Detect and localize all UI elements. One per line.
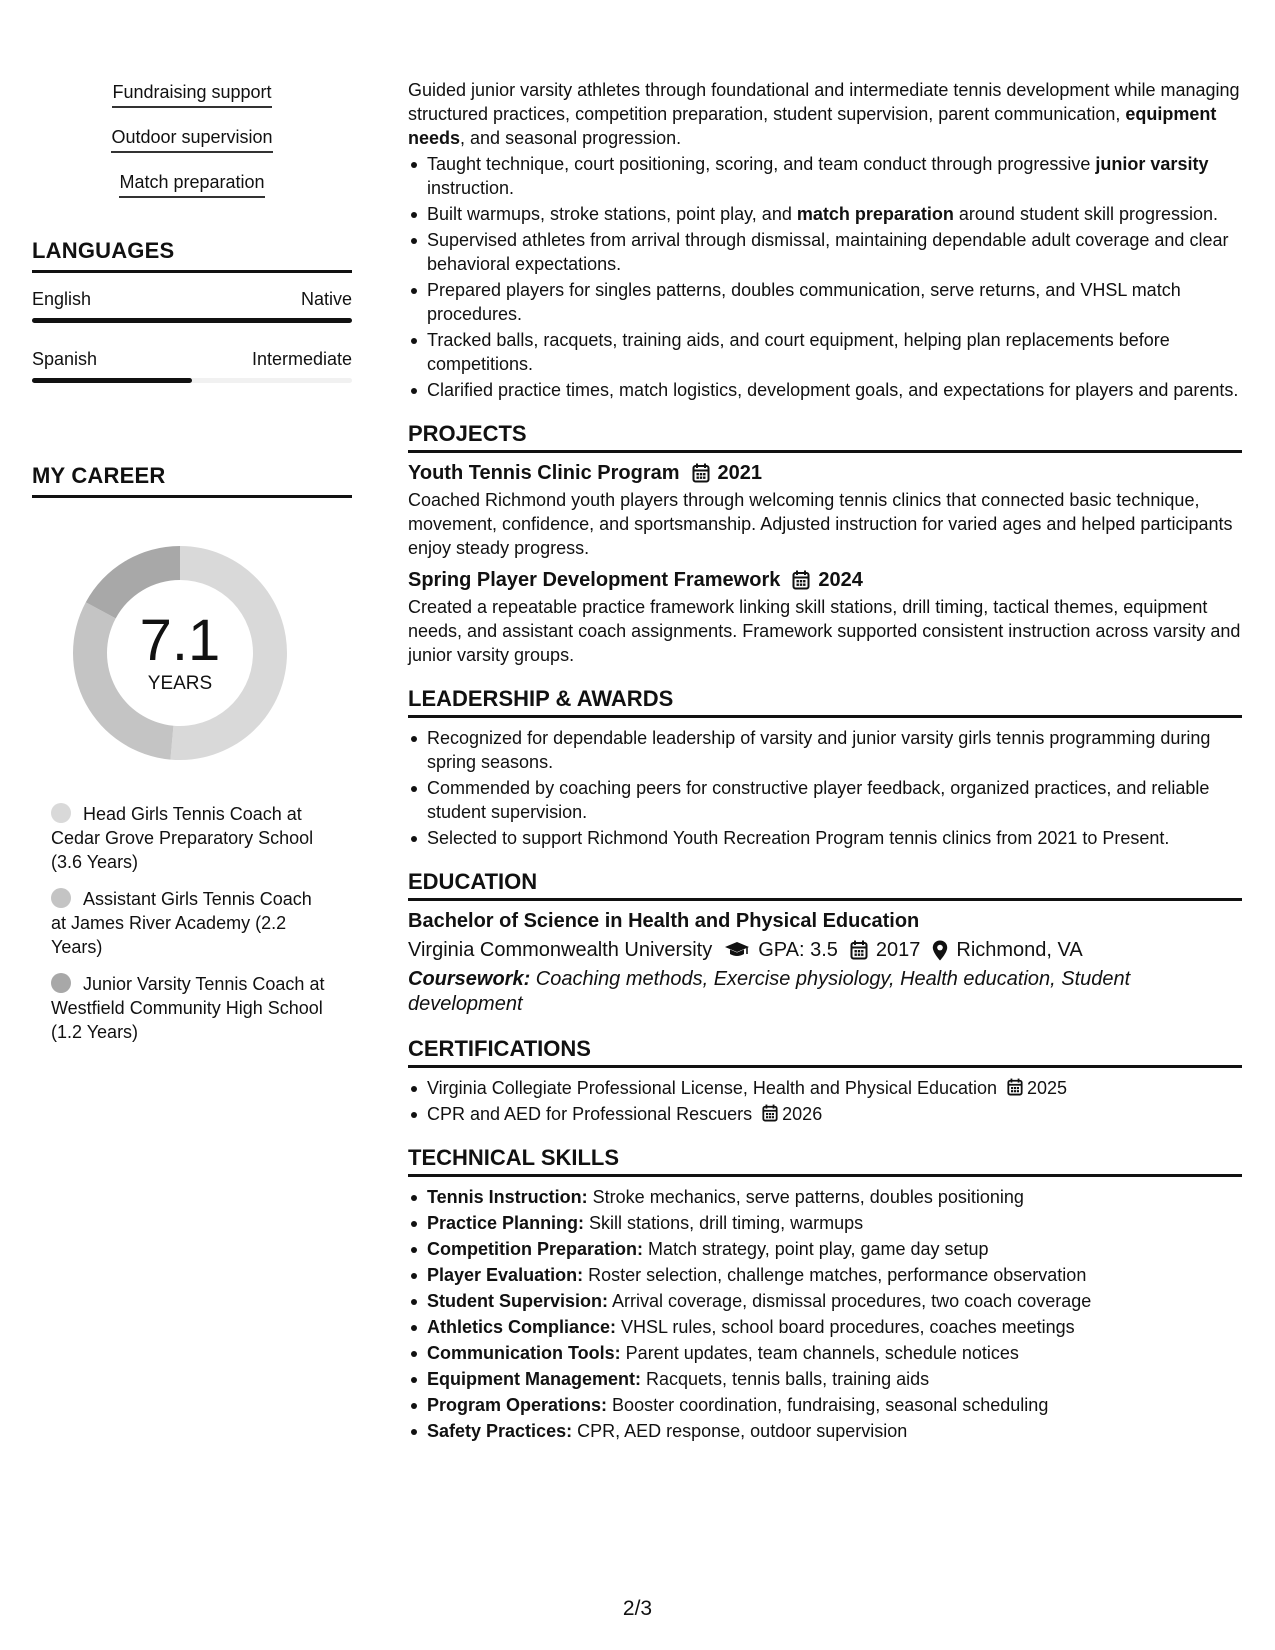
experience-summary: Guided junior varsity athletes through foundational and intermediate tennis development while managing structured practices, competition preparation, student supervision, parent communication, equipment needs, and seasonal progression.: [408, 80, 1240, 148]
career-legend: [32, 802, 352, 1044]
calendar-icon: [792, 570, 810, 590]
skill-item: Safety Practices: CPR, AED response, outdoor supervision: [408, 1419, 1242, 1443]
skill-chip: Fundraising support: [112, 78, 271, 108]
legend-dot-icon: [51, 803, 71, 823]
main-content: [408, 78, 1242, 1445]
leadership-bullet: Selected to support Richmond Youth Recreation Program tennis clinics from 2021 to Present.: [408, 826, 1242, 850]
language-bar-fill: [32, 318, 352, 323]
calendar-icon: [850, 940, 868, 960]
project-description: Coached Richmond youth players through welcoming tennis clinics that connected basic technique, movement, confidence, and sportsmanship. Adjusted instruction for varied ages and helped participants enjoy steady progress.: [408, 490, 1233, 558]
sidebar: [32, 78, 352, 1057]
language-name: Spanish: [32, 349, 98, 369]
page-number: 2/3: [622, 1597, 653, 1620]
calendar-icon: [1007, 1078, 1023, 1096]
projects-heading: PROJECTS: [408, 422, 1242, 453]
skill-item: Program Operations: Booster coordination, fundraising, seasonal scheduling: [408, 1393, 1242, 1417]
skill-item: Student Supervision: Arrival coverage, dismissal procedures, two coach coverage: [408, 1289, 1242, 1313]
language-level: Intermediate: [251, 349, 352, 369]
leadership-bullet: Recognized for dependable leadership of varsity and junior varsity girls tennis programming during spring seasons.: [408, 726, 1242, 774]
skill-item: Equipment Management: Racquets, tennis balls, training aids: [408, 1367, 1242, 1391]
leadership-bullet: Commended by coaching peers for constructive player feedback, organized practices, and reliable student supervision.: [408, 776, 1242, 824]
education-heading: EDUCATION: [408, 870, 1242, 901]
skill-item: Athletics Compliance: VHSL rules, school board procedures, coaches meetings: [408, 1315, 1242, 1339]
legend-dot-icon: [51, 973, 71, 993]
education-location: Richmond, VA: [956, 939, 1083, 961]
language-item: [32, 289, 352, 323]
skill-item: Competition Preparation: Match strategy, point play, game day setup: [408, 1237, 1242, 1261]
certifications-heading: CERTIFICATIONS: [408, 1037, 1242, 1068]
skill-item: Communication Tools: Parent updates, team channels, schedule notices: [408, 1341, 1242, 1365]
experience-bullet: Clarified practice times, match logistics, development goals, and expectations for players and parents.: [408, 378, 1242, 402]
skill-item: Player Evaluation: Roster selection, challenge matches, performance observation: [408, 1263, 1242, 1287]
leadership-bullets: [408, 726, 1242, 850]
skill-chips: [32, 78, 352, 213]
experience-bullet: Tracked balls, racquets, training aids, and court equipment, helping plan replacements before competitions.: [408, 328, 1242, 376]
project-year: 2024: [818, 569, 863, 591]
certification-year: 2025: [1027, 1078, 1068, 1098]
project-item: [408, 568, 1242, 667]
project-item: [408, 461, 1242, 560]
career-legend-item: Junior Varsity Tennis Coach at Westfield Community High School (1.2 Years): [51, 974, 325, 1042]
language-level: Native: [300, 289, 352, 309]
skills-heading: TECHNICAL SKILLS: [408, 1146, 1242, 1177]
certification-item: Virginia Collegiate Professional License, Health and Physical Education 2025: [408, 1076, 1242, 1100]
language-item: [32, 349, 352, 383]
experience-bullet: Taught technique, court positioning, scoring, and team conduct through progressive junior varsity instruction.: [408, 152, 1242, 200]
skill-chip: Outdoor supervision: [111, 123, 272, 153]
experience-bullet: Built warmups, stroke stations, point play, and match preparation around student skill progression.: [408, 202, 1242, 226]
project-title: Youth Tennis Clinic Program: [408, 462, 680, 484]
education-coursework: Coursework: Coaching methods, Exercise physiology, Health education, Student development: [408, 968, 1131, 1015]
calendar-icon: [692, 463, 710, 483]
career-heading: MY CAREER: [32, 463, 352, 498]
skill-item: Practice Planning: Skill stations, drill timing, warmups: [408, 1211, 1242, 1235]
career-legend-item: Assistant Girls Tennis Coach at James River Academy (2.2 Years): [51, 889, 312, 957]
career-section: [32, 463, 352, 1044]
skill-chip: Match preparation: [119, 168, 264, 198]
certification-year: 2026: [782, 1104, 823, 1124]
language-name: English: [32, 289, 92, 309]
experience-bullet: Supervised athletes from arrival through dismissal, maintaining dependable adult coverage and clear behavioral expectations.: [408, 228, 1242, 276]
graduation-cap-icon: [724, 941, 750, 959]
language-bar-fill: [32, 378, 192, 383]
education-meta: [408, 938, 1242, 962]
languages-section: [32, 238, 352, 383]
certifications-list: [408, 1076, 1242, 1126]
calendar-icon: [762, 1104, 778, 1122]
career-unit: YEARS: [147, 673, 213, 694]
skill-item: Tennis Instruction: Stroke mechanics, serve patterns, doubles positioning: [408, 1185, 1242, 1209]
education-year: 2017: [875, 939, 921, 961]
certification-item: CPR and AED for Professional Rescuers 2026: [408, 1102, 1242, 1126]
career-legend-item: Head Girls Tennis Coach at Cedar Grove Preparatory School (3.6 Years): [51, 804, 314, 872]
education-degree: Bachelor of Science in Health and Physical Education: [408, 910, 920, 932]
career-donut: [65, 538, 295, 768]
experience-bullets: [408, 152, 1242, 402]
languages-heading: LANGUAGES: [32, 238, 352, 273]
map-pin-icon: [932, 940, 948, 961]
career-total: 7.1: [139, 608, 221, 673]
experience-bullet: Prepared players for singles patterns, doubles communication, serve returns, and VHSL match procedures.: [408, 278, 1242, 326]
skills-list: [408, 1185, 1242, 1443]
education-school: Virginia Commonwealth University: [408, 939, 713, 961]
project-year: 2021: [717, 462, 763, 484]
leadership-heading: LEADERSHIP & AWARDS: [408, 687, 1242, 718]
language-bar: [32, 318, 352, 323]
language-bar: [32, 378, 352, 383]
education-gpa: GPA: 3.5: [758, 939, 838, 961]
project-description: Created a repeatable practice framework linking skill stations, drill timing, tactical themes, equipment needs, and assistant coach assignments. Framework supported consistent instruction across varsity and junior varsity groups.: [408, 597, 1241, 665]
legend-dot-icon: [51, 888, 71, 908]
project-title: Spring Player Development Framework: [408, 569, 781, 591]
